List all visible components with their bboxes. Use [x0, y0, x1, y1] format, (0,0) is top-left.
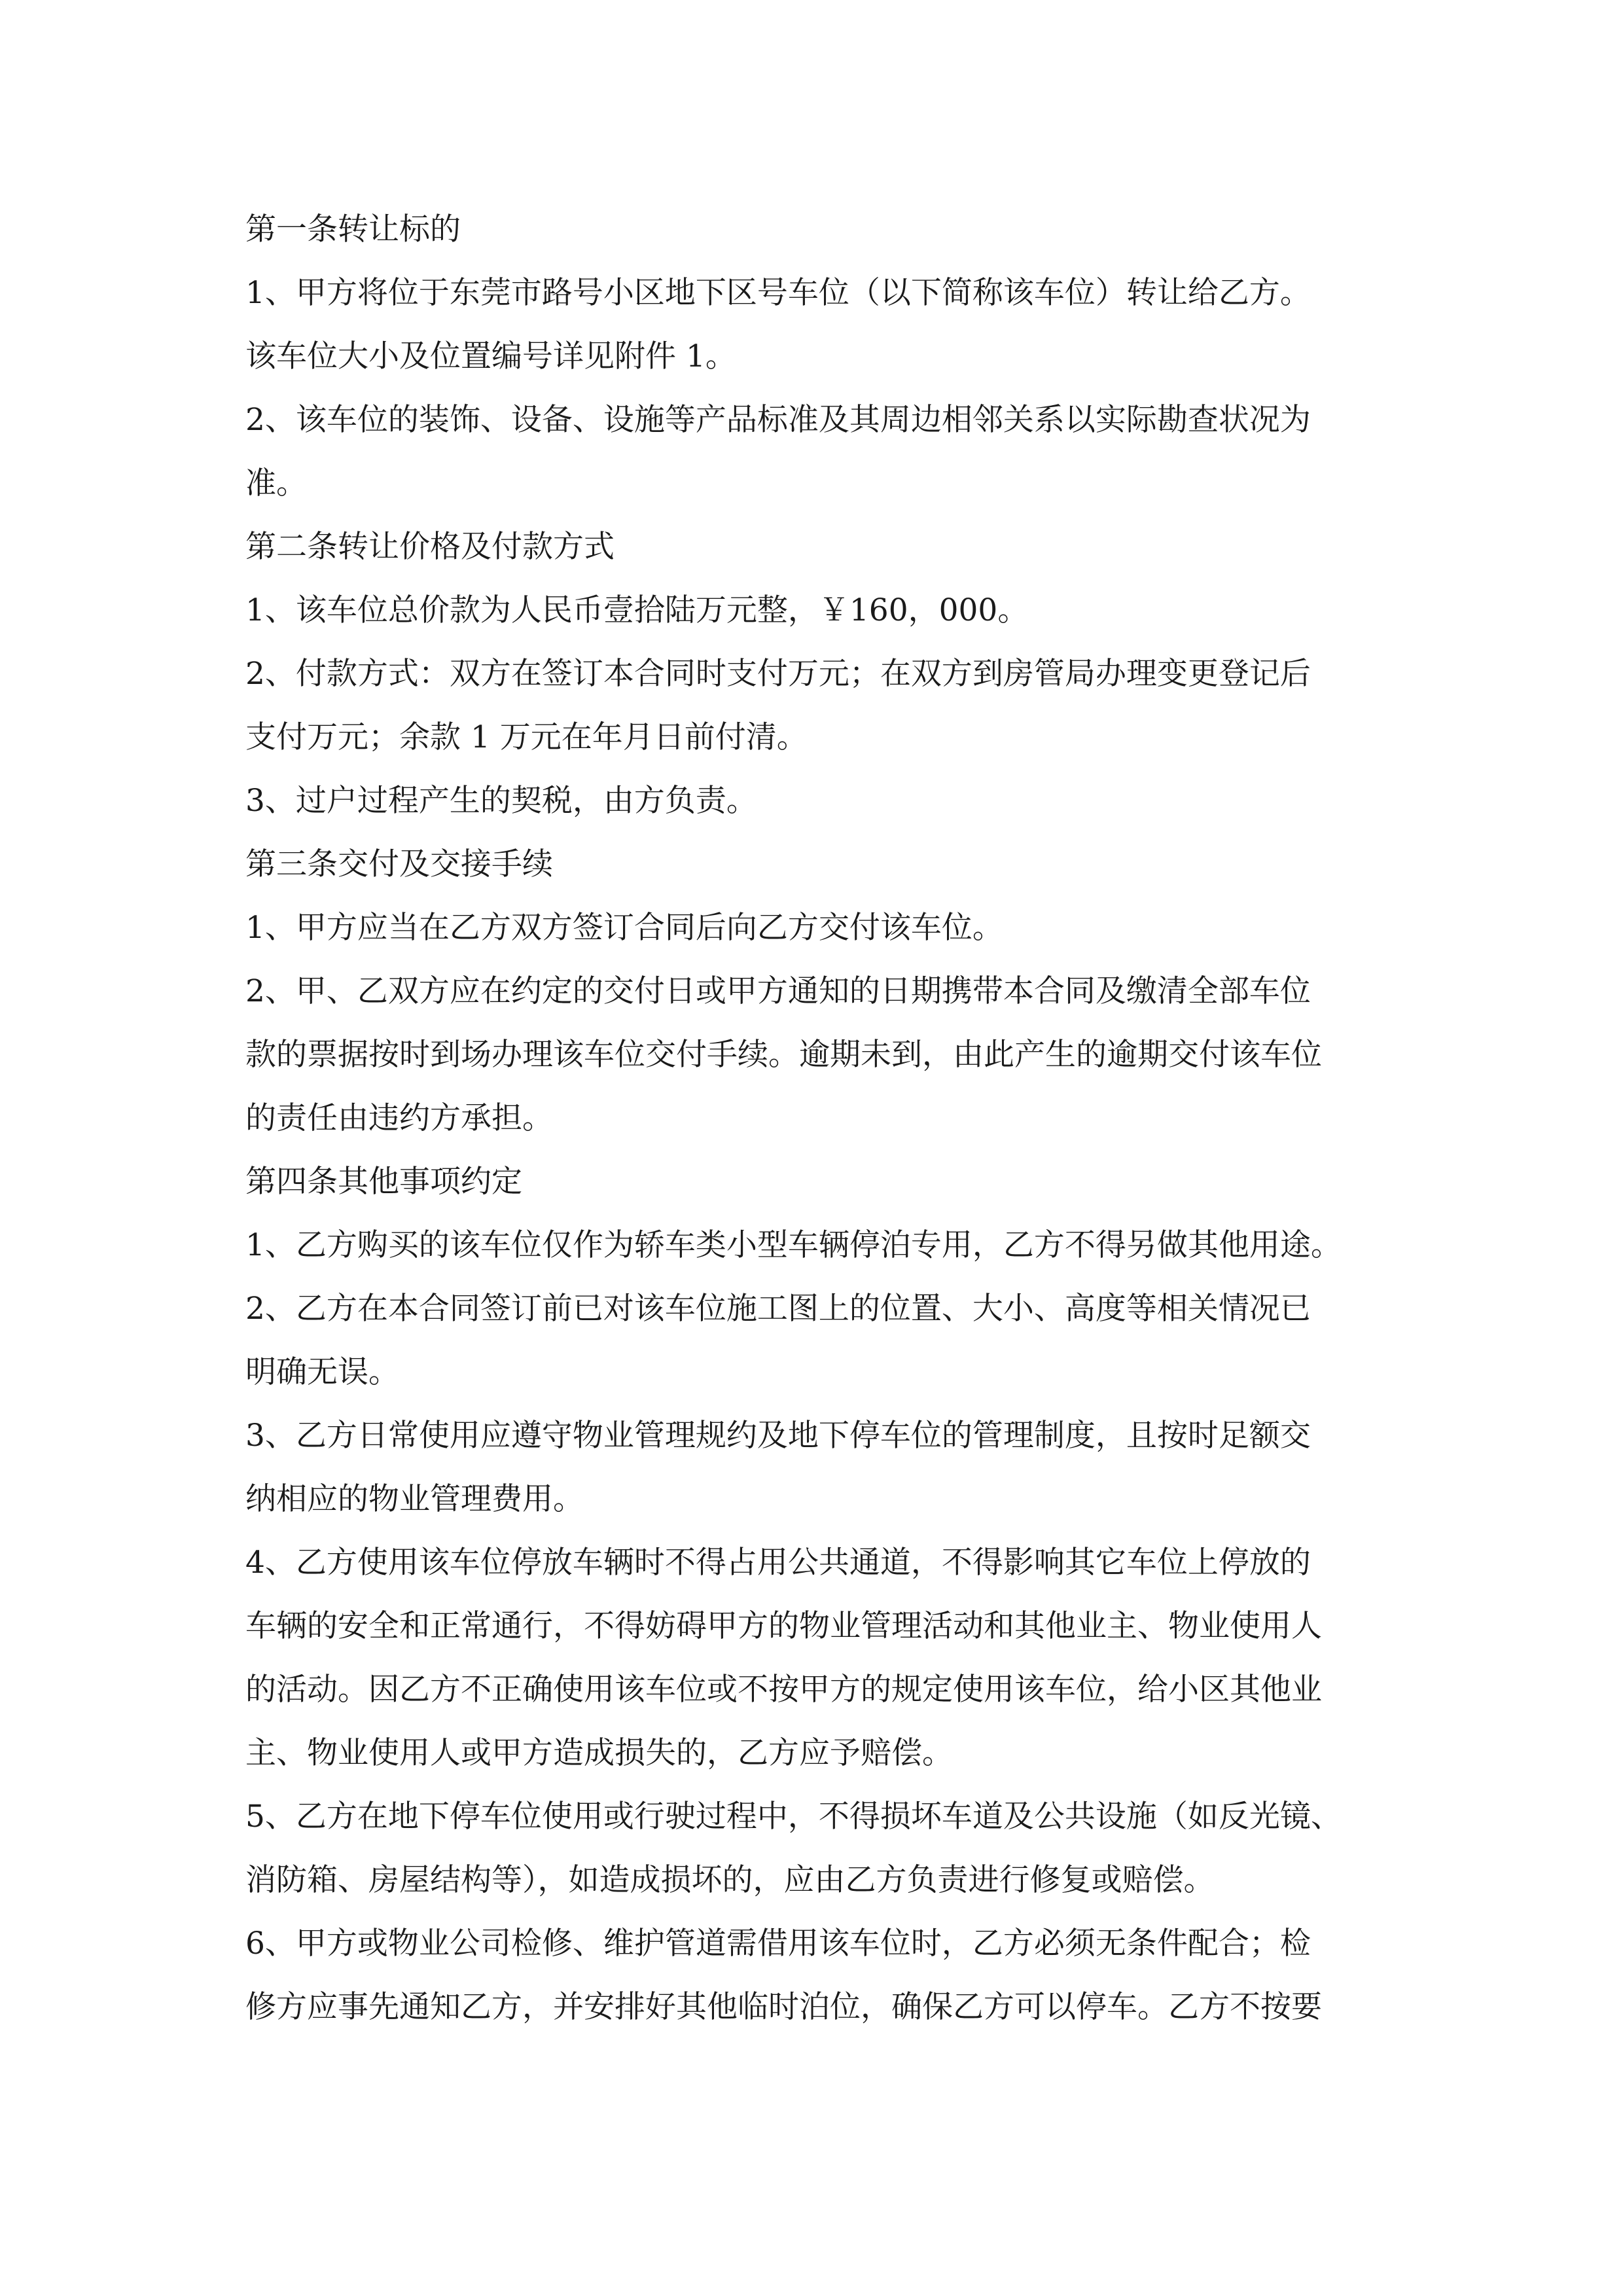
paragraph-line: 准。	[245, 465, 307, 501]
paragraph-line: 2、付款方式：双方在签订本合同时支付万元；在双方到房管局办理变更登记后	[245, 656, 1311, 692]
paragraph-line: 6、甲方或物业公司检修、维护管道需借用该车位时，乙方必须无条件配合；检	[245, 1926, 1311, 1962]
paragraph-line: 主、物业使用人或甲方造成损失的，乙方应予赔偿。	[245, 1735, 953, 1771]
paragraph-line: 纳相应的物业管理费用。	[245, 1481, 584, 1517]
paragraph-line: 的活动。因乙方不正确使用该车位或不按甲方的规定使用该车位，给小区其他业	[245, 1672, 1322, 1708]
paragraph-line: 1、甲方将位于东莞市路号小区地下区号车位（以下简称该车位）转让给乙方。	[245, 275, 1311, 311]
document-body	[245, 198, 1387, 2039]
paragraph-line: 的责任由违约方承担。	[245, 1100, 553, 1136]
paragraph-line: 该车位大小及位置编号详见附件 1。	[245, 338, 736, 374]
paragraph-line: 修方应事先通知乙方，并安排好其他临时泊位，确保乙方可以停车。乙方不按要	[245, 1989, 1322, 2025]
paragraph-line: 1、该车位总价款为人民币壹拾陆万元整，￥160，000。	[245, 592, 1029, 628]
paragraph-line: 1、乙方购买的该车位仅作为轿车类小型车辆停泊专用，乙方不得另做其他用途。	[245, 1227, 1342, 1263]
paragraph-line: 2、甲、乙双方应在约定的交付日或甲方通知的日期携带本合同及缴清全部车位	[245, 973, 1311, 1009]
paragraph-line: 3、乙方日常使用应遵守物业管理规约及地下停车位的管理制度，且按时足额交	[245, 1418, 1311, 1454]
paragraph-line: 3、过户过程产生的契税，由方负责。	[245, 783, 757, 819]
paragraph-line: 支付万元；余款 1 万元在年月日前付清。	[245, 719, 808, 755]
paragraph-line: 5、乙方在地下停车位使用或行驶过程中，不得损坏车道及公共设施（如反光镜、	[245, 1799, 1342, 1835]
paragraph-line: 款的票据按时到场办理该车位交付手续。逾期未到，由此产生的逾期交付该车位	[245, 1037, 1322, 1073]
paragraph-line: 2、乙方在本合同签订前已对该车位施工图上的位置、大小、高度等相关情况已	[245, 1291, 1311, 1327]
section-heading-2: 第二条转让价格及付款方式	[245, 529, 615, 565]
section-heading-3: 第三条交付及交接手续	[245, 846, 553, 882]
paragraph-line: 消防箱、房屋结构等），如造成损坏的，应由乙方负责进行修复或赔偿。	[245, 1862, 1215, 1898]
section-heading-1: 第一条转让标的	[245, 211, 461, 247]
paragraph-line: 1、甲方应当在乙方双方签订合同后向乙方交付该车位。	[245, 910, 1003, 946]
paragraph-line: 4、乙方使用该车位停放车辆时不得占用公共通道，不得影响其它车位上停放的	[245, 1545, 1311, 1581]
paragraph-line: 2、该车位的装饰、设备、设施等产品标准及其周边相邻关系以实际勘查状况为	[245, 402, 1311, 438]
paragraph-line: 明确无误。	[245, 1354, 399, 1390]
paragraph-line: 车辆的安全和正常通行，不得妨碍甲方的物业管理活动和其他业主、物业使用人	[245, 1608, 1322, 1644]
section-heading-4: 第四条其他事项约定	[245, 1164, 522, 1200]
